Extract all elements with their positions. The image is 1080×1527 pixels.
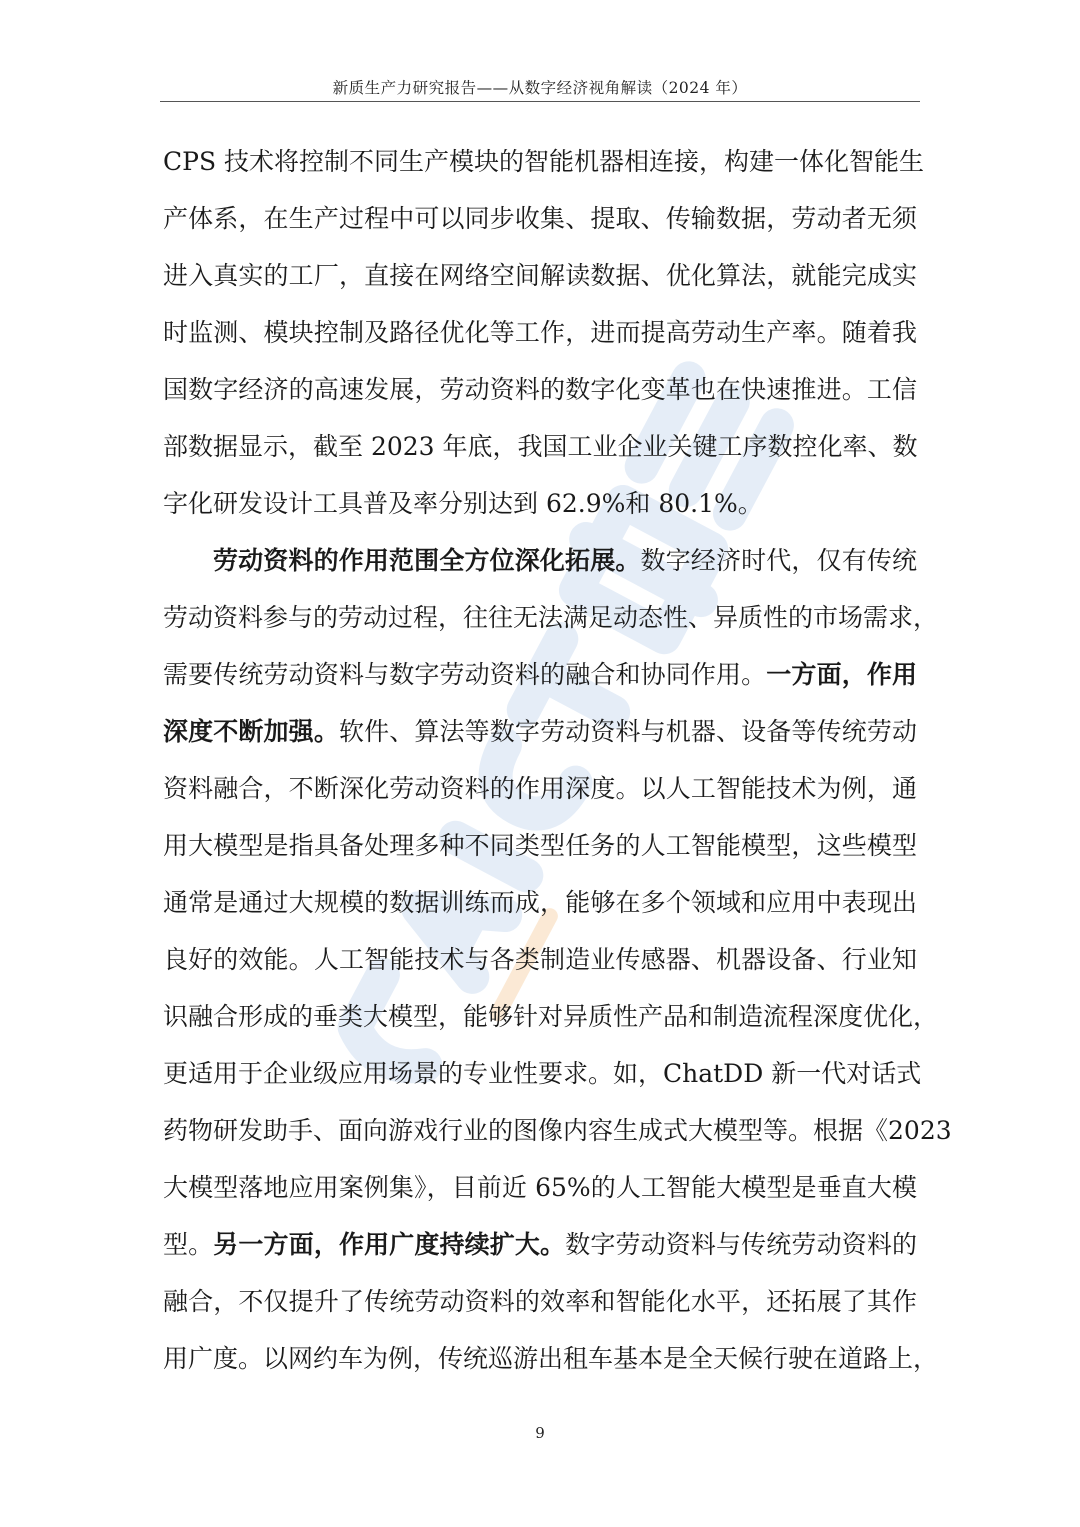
text-line: [163, 190, 917, 247]
text-line: [163, 304, 917, 361]
text-line: [163, 646, 917, 703]
text-line: [163, 475, 917, 532]
text-run: 软件、算法等数字劳动资料与机器、设备等传统劳动: [338, 717, 917, 746]
text-line: [163, 703, 917, 760]
text-run: 型。: [163, 1230, 214, 1259]
text-line: [163, 988, 939, 1045]
text-run: 用大模型是指具备处理多种不同类型任务的人工智能模型，这些模型: [163, 831, 917, 860]
text-run: 产体系，在生产过程中可以同步收集、提取、传输数据，劳动者无须: [163, 204, 917, 233]
text-run: 国数字经济的高速发展，劳动资料的数字化变革也在快速推进。工信: [163, 375, 917, 404]
text-run: 需要传统劳动资料与数字劳动资料的融合和协同作用。: [163, 660, 767, 689]
text-line: [163, 1273, 917, 1330]
text-line: [163, 931, 917, 988]
text-run: 时监测、模块控制及路径优化等工作，进而提高劳动生产率。随着我: [163, 318, 917, 347]
bold-heading-run: 一方面，作用: [766, 660, 917, 689]
text-line: [163, 1216, 917, 1273]
text-run: 字化研发设计工具普及率分别达到 62.9%和 80.1%。: [163, 489, 763, 518]
text-line: [163, 1102, 952, 1159]
text-run: 融合，不仅提升了传统劳动资料的效率和智能化水平，还拓展了其作: [163, 1287, 917, 1316]
text-run: 药物研发助手、面向游戏行业的图像内容生成式大模型等。根据《2023: [163, 1116, 952, 1145]
text-run: 识融合形成的垂类大模型，能够针对异质性产品和制造流程深度优化，: [163, 1002, 939, 1031]
text-line: [163, 589, 939, 646]
page-number: 9: [535, 1424, 545, 1442]
text-line: [163, 760, 917, 817]
text-run: 更适用于企业级应用场景的专业性要求。如，ChatDD 新一代对话式: [163, 1059, 922, 1088]
text-run: 数字劳动资料与传统劳动资料的: [565, 1230, 917, 1259]
text-run: 进入真实的工厂，直接在网络空间解读数据、优化算法，就能完成实: [163, 261, 917, 290]
text-line: [163, 418, 917, 475]
text-line: [163, 247, 917, 304]
text-line: [163, 1330, 939, 1387]
text-run: 劳动资料参与的劳动过程，往往无法满足动态性、异质性的市场需求，: [163, 603, 939, 632]
text-line: [163, 532, 917, 589]
text-line: [163, 817, 917, 874]
text-line: [163, 1159, 917, 1216]
text-run: 资料融合，不断深化劳动资料的作用深度。以人工智能技术为例，通: [163, 774, 917, 803]
text-run: 大模型落地应用案例集》，目前近 65%的人工智能大模型是垂直大模: [163, 1173, 917, 1202]
text-run: 部数据显示，截至 2023 年底，我国工业企业关键工序数控化率、数: [163, 432, 918, 461]
running-header: 新质生产力研究报告——从数字经济视角解读（2024 年）: [332, 79, 748, 97]
body-text: [163, 133, 952, 1387]
header-divider: [160, 101, 920, 102]
text-line: [163, 874, 917, 931]
bold-heading-run: 深度不断加强。: [163, 717, 339, 746]
text-line: [163, 1045, 922, 1102]
text-run: 通常是通过大规模的数据训练而成，能够在多个领域和应用中表现出: [163, 888, 917, 917]
text-line: [163, 133, 925, 190]
text-run: 数字经济时代，仅有传统: [640, 546, 917, 575]
text-run: 良好的效能。人工智能技术与各类制造业传感器、机器设备、行业知: [163, 945, 917, 974]
text-run: 用广度。以网约车为例，传统巡游出租车基本是全天候行驶在道路上，: [163, 1344, 939, 1373]
text-run: CPS 技术将控制不同生产模块的智能机器相连接，构建一体化智能生: [163, 147, 925, 176]
text-line: [163, 361, 917, 418]
bold-heading-run: 另一方面，作用广度持续扩大。: [213, 1230, 566, 1259]
bold-heading-run: 劳动资料的作用范围全方位深化拓展。: [213, 546, 641, 575]
